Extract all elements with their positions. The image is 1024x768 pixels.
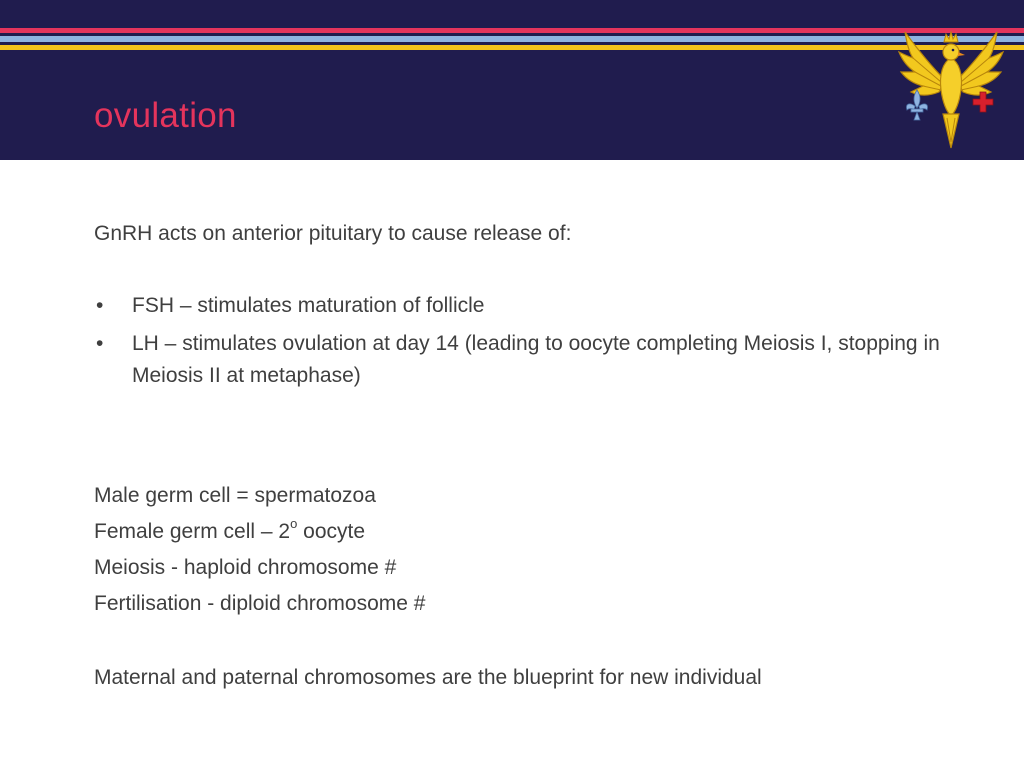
bullet-icon: • [96,294,104,317]
bullet-item-fsh [94,290,974,322]
fact-male: Male germ cell = spermatozoa [94,484,376,507]
bullet-list [94,290,974,392]
bullet-text: LH – stimulates ovulation at day 14 (leading to oocyte completing Meiosis I, stopping in Meiosis II at metaphase) [132,332,940,387]
slide-header [0,0,1024,160]
fact-female-prefix: Female germ cell – 2 [94,520,291,543]
fact-female-suffix: oocyte [297,520,366,543]
header-stripe-red [0,28,1024,33]
conclusion-text: Maternal and paternal chromosomes are the blueprint for new individual [94,666,762,689]
bullet-text: FSH – stimulates maturation of follicle [132,294,485,317]
fact-fertilisation: Fertilisation - diploid chromosome # [94,592,426,615]
bullet-item-lh [94,328,974,392]
fact-female-superscript: o [290,516,298,531]
slide-body [94,218,974,694]
bullet-icon: • [96,332,104,355]
header-stripe-gold [0,45,1024,50]
fact-female [94,516,974,548]
slide-title: ovulation [94,96,237,135]
header-stripe-blue [0,36,1024,42]
fact-meiosis: Meiosis - haploid chromosome # [94,556,397,579]
intro-text: GnRH acts on anterior pituitary to cause release of: [94,222,572,245]
eagle-crest-icon [895,18,1007,150]
